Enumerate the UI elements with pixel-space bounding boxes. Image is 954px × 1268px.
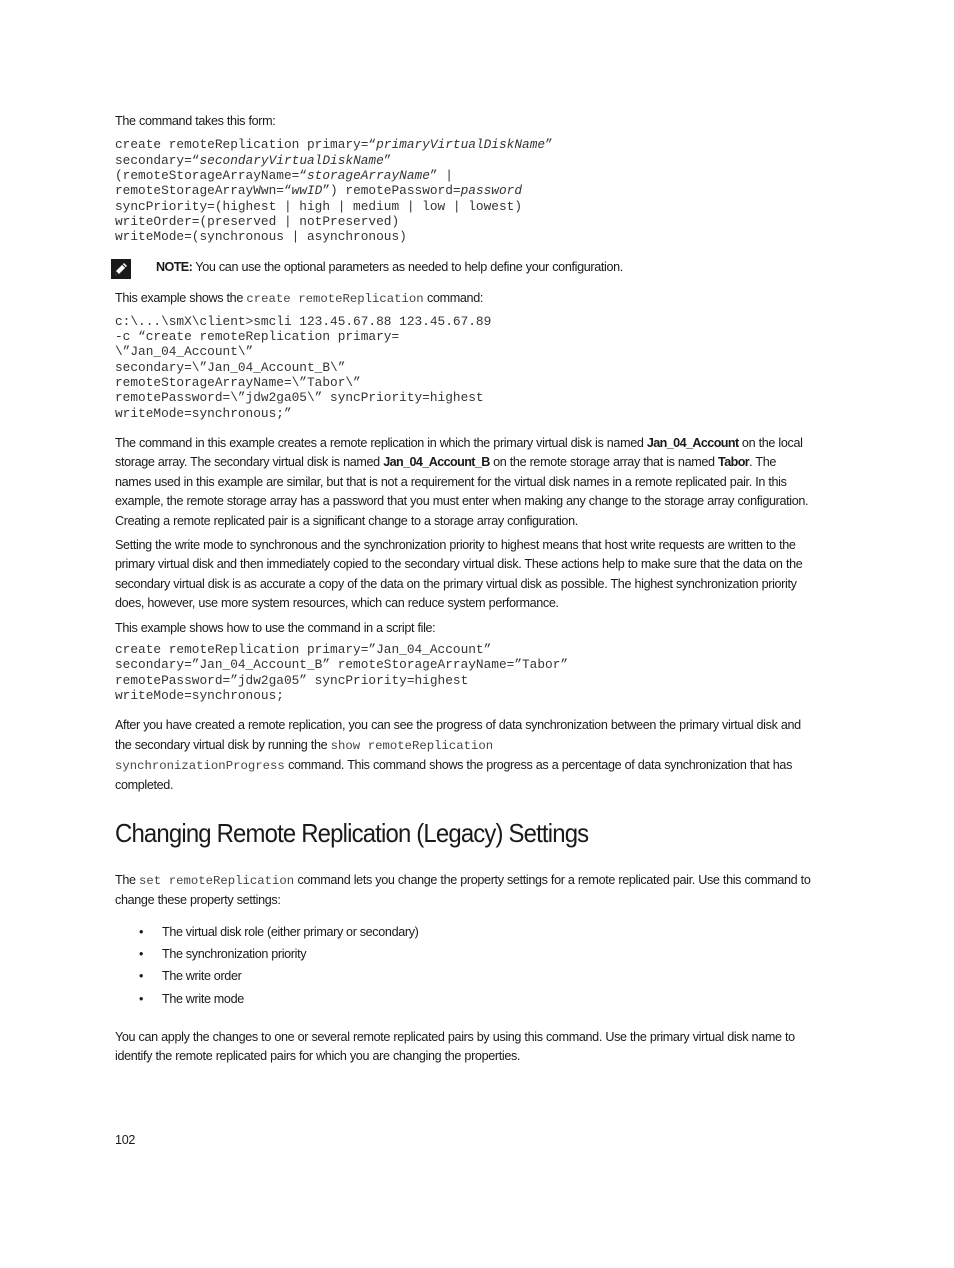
list-item: • The synchronization priority [115, 943, 815, 965]
note-callout [115, 258, 815, 279]
property-settings-list [115, 921, 815, 1010]
inline-code: show remoteReplication [330, 738, 494, 753]
example-explanation-paragraph: The command in this example creates a remote replication in which the primary virtual disk is named Jan_04_Account on the local storage array. The secondary virtual disk is named Jan_04_Account_B on the remote storage array that is named Tabor. The names used in this example are similar, but that is not a requirement for the virtual disk names in a remote replicated pair. In this example, the remote storage array has a password that you must enter when making any change to the storage array configuration. Creating a remote replicated pair is a significant change to a storage array configuration. [115, 435, 809, 528]
intro-paragraph: The command takes this form: [115, 114, 276, 128]
closing-paragraph: You can apply the changes to one or several remote replicated pairs by using this command. Use the primary virtual disk name to identify the remote replicated pairs for which you are changing the properties. [115, 1029, 795, 1064]
example-code-block: c:\...\smX\client>smcli 123.45.67.88 123.45.67.89 -c “create remoteReplication primary= \”Jan_04_Account\” secondary=\”Jan_04_Account_B\” remoteStorageArrayName=\”Tabor\” remotePassword=\”jdw2ga05\” syncPriority=highest writeMode=synchronous;” [115, 313, 492, 421]
note-pencil-icon [111, 259, 131, 279]
example-intro-paragraph: This example shows the create remoteReplication command: [115, 291, 483, 307]
script-code-block: create remoteReplication primary=”Jan_04_Account” secondary=”Jan_04_Account_B” remoteStorageArrayName=”Tabor” remotePassword=”jdw2ga05” syncPriority=highest writeMode=synchronous; [115, 642, 569, 703]
list-item: • The virtual disk role (either primary or secondary) [115, 921, 815, 943]
write-mode-paragraph: Setting the write mode to synchronous and the synchronization priority to highest means that host write requests are written to the primary virtual disk and then immediately copied to the secondary virtual disk. These actions help to make sure that the data on the secondary virtual disk is as accurate a copy of the data on the primary virtual disk as possible. The highest synchronization priority does, however, use more system resources, which can reduce system performance. [115, 538, 803, 611]
progress-paragraph: After you have created a remote replication, you can see the progress of data synchronization between the primary virtual disk and the secondary virtual disk by running the show remoteReplication synchronizationProgress command. This command shows the progress as a percentage of data synchronization that has completed. [115, 718, 801, 793]
list-item: • The write order [115, 965, 815, 987]
page-content [115, 112, 815, 1067]
syntax-code-block: create remoteReplication primary=“primaryVirtualDiskName” secondary=“secondaryVirtualDiskName” (remoteStorageArrayName=“storageArrayName” | remoteStorageArrayWwn=“wwID”) remotePassword=password syncPriority=(highest | high | medium | low | lowest) writeOrder=(preserved | notPreserved) writeMode=(synchronous | asynchronous) [115, 137, 553, 245]
page-number: 102 [115, 1133, 136, 1147]
note-text: NOTE: You can use the optional parameters as needed to help define your configuration. [156, 260, 623, 275]
list-item: • The write mode [115, 988, 815, 1010]
inline-code: create remoteReplication [246, 292, 424, 307]
script-intro-paragraph: This example shows how to use the command in a script file: [115, 620, 436, 635]
section-heading: Changing Remote Replication (Legacy) Settings [115, 817, 589, 848]
note-label: NOTE: [156, 260, 193, 275]
secondary-disk-name: Jan_04_Account_B [383, 455, 490, 470]
inline-code: set remoteReplication [139, 873, 295, 888]
inline-code: synchronizationProgress [115, 759, 285, 774]
set-command-paragraph: The set remoteReplication command lets you change the property settings for a remote replicated pair. Use this command to change these property settings: [115, 872, 811, 908]
remote-array-name: Tabor [718, 455, 750, 470]
primary-disk-name: Jan_04_Account [646, 435, 739, 450]
